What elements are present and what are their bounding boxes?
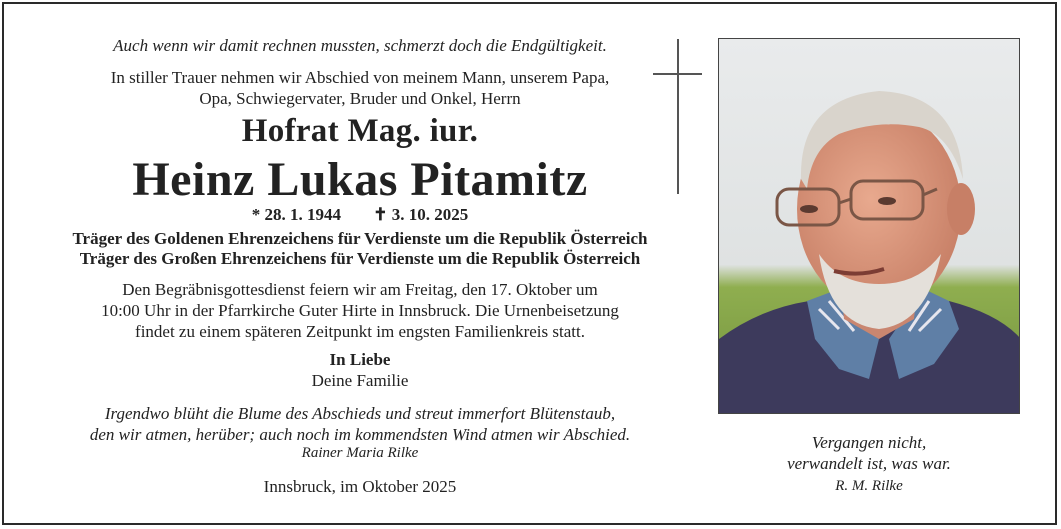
honor-line: Träger des Großen Ehrenzeichens für Verdienste um die Republik Österreich [79, 249, 641, 268]
life-dates [0, 205, 720, 225]
side-quote-line: verwandelt ist, was war. [787, 454, 951, 473]
intro-line: Opa, Schwiegervater, Bruder und Onkel, Herrn [199, 89, 521, 108]
poem-line: den wir atmen, herüber; auch noch im kommendsten Wind atmen wir Abschied. [89, 425, 631, 444]
honors [0, 229, 720, 269]
service-line: 10:00 Uhr in der Pfarrkirche Guter Hirte in Innsbruck. Die Urnenbeisetzung [101, 301, 619, 320]
opening-quote: Auch wenn wir damit rechnen mussten, schmerzt doch die Endgültigkeit. [113, 36, 607, 55]
death-date: ✝ 3. 10. 2025 [373, 205, 469, 224]
intro-text [0, 67, 720, 109]
portrait-illustration [719, 39, 1020, 414]
side-quote [718, 432, 1020, 474]
poem-author: Rainer Maria Rilke [301, 445, 419, 461]
service-info [0, 279, 720, 342]
rilke-poem [0, 403, 720, 445]
cross-vertical-bar [677, 39, 679, 194]
side-quote-author: R. M. Rilke [835, 478, 903, 494]
intro-line: In stiller Trauer nehmen wir Abschied von meinem Mann, unserem Papa, [110, 68, 610, 87]
birth-date: * 28. 1. 1944 [251, 205, 341, 224]
service-line: findet zu einem späteren Zeitpunkt im engsten Familienkreis statt. [135, 322, 585, 341]
service-line: Den Begräbnisgottesdienst feiern wir am Freitag, den 17. Oktober um [122, 280, 598, 299]
closing-love: In Liebe [329, 350, 391, 369]
closing-family: Deine Familie [311, 371, 409, 390]
portrait-photo [718, 38, 1020, 414]
side-quote-line: Vergangen nicht, [811, 433, 927, 452]
deceased-title: Hofrat Mag. iur. [241, 113, 479, 149]
place-date: Innsbruck, im Oktober 2025 [263, 477, 457, 496]
honor-line: Träger des Goldenen Ehrenzeichens für Verdienste um die Republik Österreich [72, 229, 648, 248]
deceased-name: Heinz Lukas Pitamitz [132, 153, 588, 206]
cross-horizontal-bar [653, 73, 702, 75]
poem-line: Irgendwo blüht die Blume des Abschieds und streut immerfort Blütenstaub, [104, 404, 616, 423]
